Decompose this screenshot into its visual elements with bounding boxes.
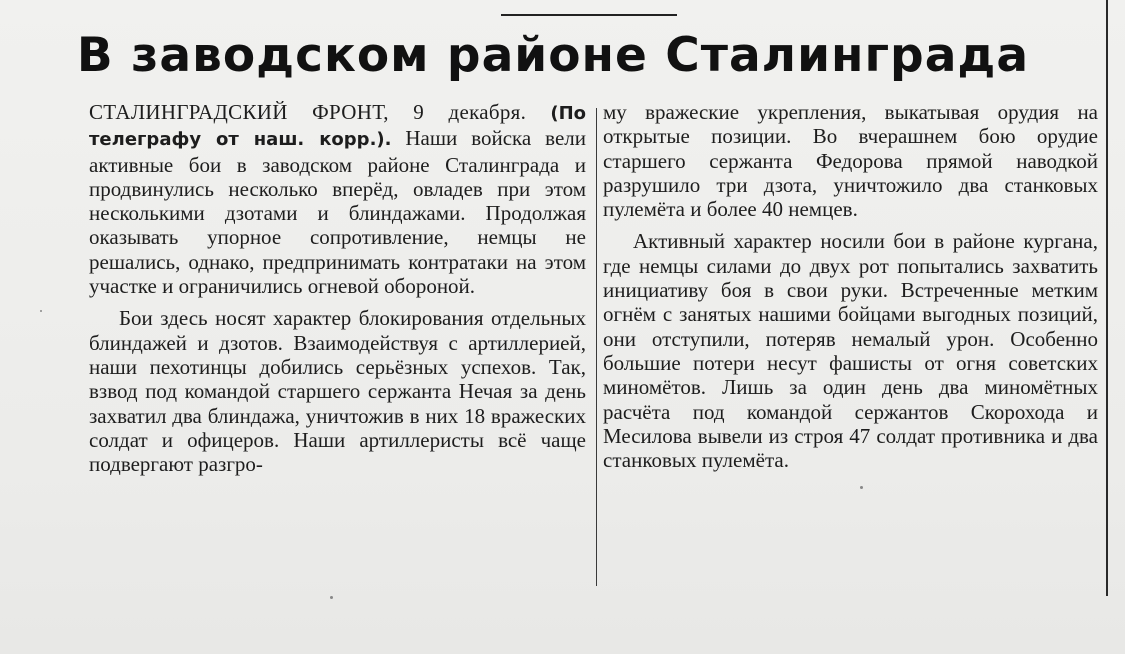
print-speck xyxy=(330,596,333,599)
right-border-rule xyxy=(1106,0,1108,596)
left-paragraph-1 xyxy=(89,100,586,298)
top-divider xyxy=(501,14,677,16)
column-divider xyxy=(596,108,597,586)
right-column xyxy=(603,100,1098,472)
right-paragraph-2: Активный характер носили бои в районе кургана, где немцы силами до двух рот попытались захватить инициативу боя в свои руки. Встреченные метким огнём с занятых нашими бойцами выгодных позиций, они отступили, потеряв немалый урон. Особенно большие потери несут фашисты от огня советских миномётов. Лишь за один день два миномётных расчёта под командой сержантов Скорохода и Месилова вывели из строя 47 солдат противника и два станковых пулемёта. xyxy=(603,229,1098,473)
left-paragraph-2: Бои здесь носят характер блокирования отдельных блиндажей и дзотов. Взаимодействуя с артиллерией, наши пехотинцы добились серьёзных успехов. Так, взвод под командой старшего сержанта Нечая за день захватил два блиндажа, уничтожив в них 18 вражеских солдат и офицеров. Наши артиллеристы всё чаще подвергают разгро- xyxy=(89,306,586,477)
left-paragraph-1-text: Наши войска вели активные бои в заводском районе Сталинграда и продвинулись несколько вперёд, овладев при этом несколькими дзотами и блиндажами. Продолжая оказывать упорное сопротивление, немцы не решались, однако, предпринимать контратаки на этом участке и ограничились огневой обороной. xyxy=(89,126,586,299)
dateline: СТАЛИНГРАДСКИЙ ФРОНТ, 9 декабря. xyxy=(89,100,527,124)
print-speck xyxy=(860,486,863,489)
left-column xyxy=(89,100,586,476)
print-speck xyxy=(40,310,42,312)
right-paragraph-1: му вражеские укрепления, выкатывая орудия на открытые позиции. Во вчерашнем бою орудие старшего сержанта Федорова прямой наводкой разрушило три дзота, уничтожило два станковых пулемёта и более 40 немцев. xyxy=(603,100,1098,222)
article-headline: В заводском районе Сталинграда xyxy=(76,28,1030,83)
byline: (По телеграфу от наш. корр.). xyxy=(89,103,587,151)
